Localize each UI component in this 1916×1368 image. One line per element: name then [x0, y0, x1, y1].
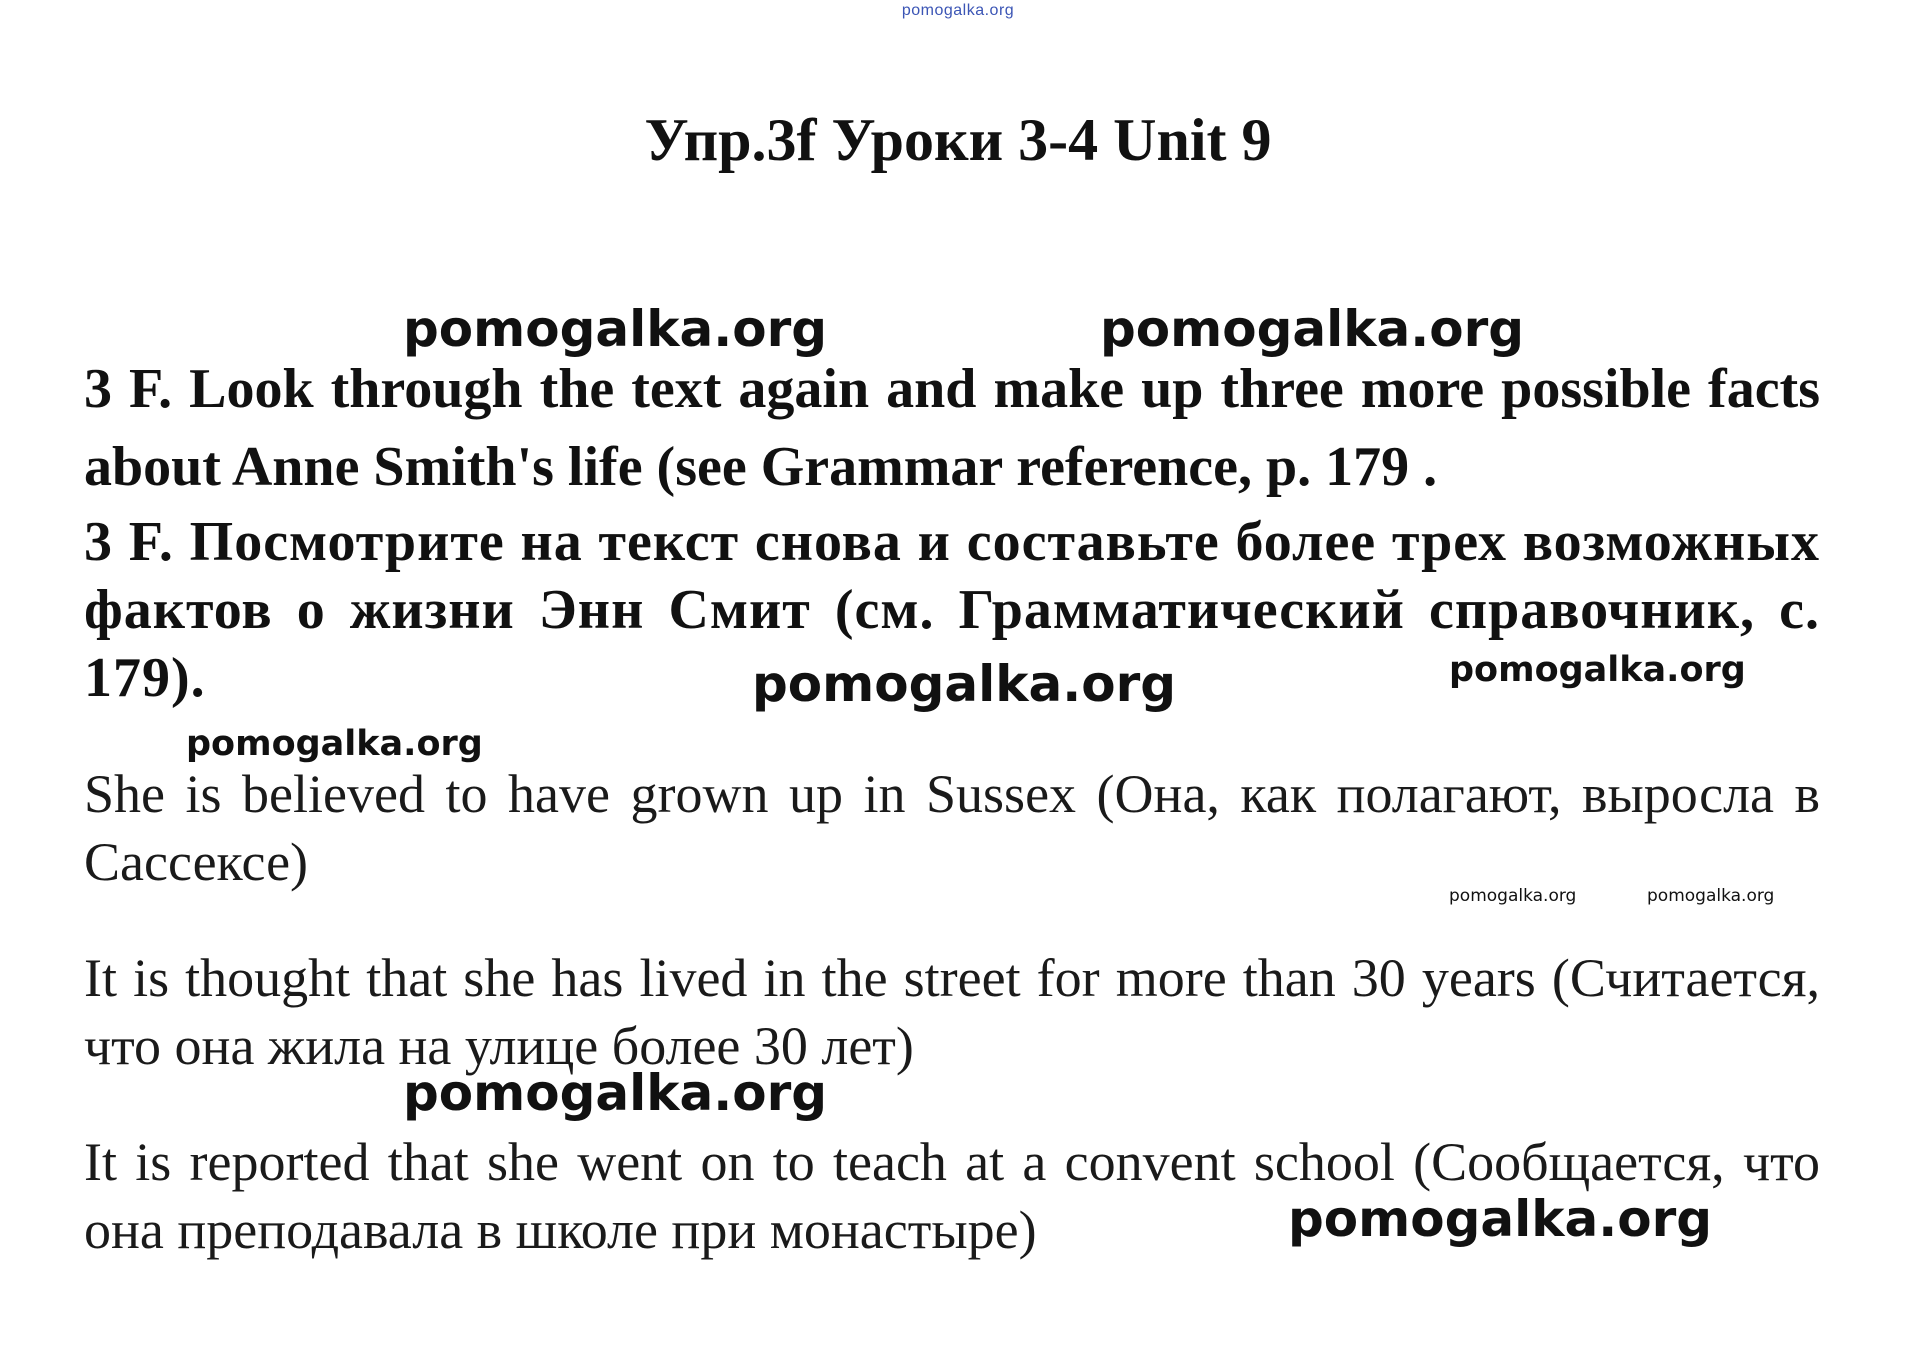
watermark: pomogalka.org	[186, 724, 483, 764]
task-text-russian: 3 F. Посмотрите на текст снова и составьте более трех возможных фактов о жизни Энн Смит (см. Грамматический справочник, с. 179).	[84, 511, 1820, 709]
answer-2: It is thought that she has lived in the street for more than 30 years (Считается, что она жила на улице более 30 лет)	[84, 948, 1820, 1076]
answer-1: She is believed to have grown up in Sussex (Она, как полагают, выросла в Сассексе)	[84, 764, 1820, 892]
watermark: pomogalka.org	[1288, 1190, 1713, 1248]
watermark-top: pomogalka.org	[901, 2, 1015, 19]
watermark: pomogalka.org	[403, 300, 828, 358]
watermark: pomogalka.org	[1449, 650, 1746, 690]
watermark: pomogalka.org	[1100, 300, 1525, 358]
watermark: pomogalka.org	[403, 1064, 828, 1122]
answer-3: It is reported that she went on to teach at a convent school (Сообщается, что она преподавала в школе при монастыре)	[84, 1132, 1820, 1260]
page-title: Упр.3f Уроки 3-4 Unit 9	[644, 107, 1272, 173]
watermark: pomogalka.org	[1449, 886, 1577, 906]
watermark: pomogalka.org	[752, 655, 1177, 713]
task-text-english: 3 F. Look through the text again and make up three more possible facts about Anne Smith's life (see Grammar reference, p. 179 .	[84, 358, 1820, 498]
watermark: pomogalka.org	[1647, 886, 1775, 906]
